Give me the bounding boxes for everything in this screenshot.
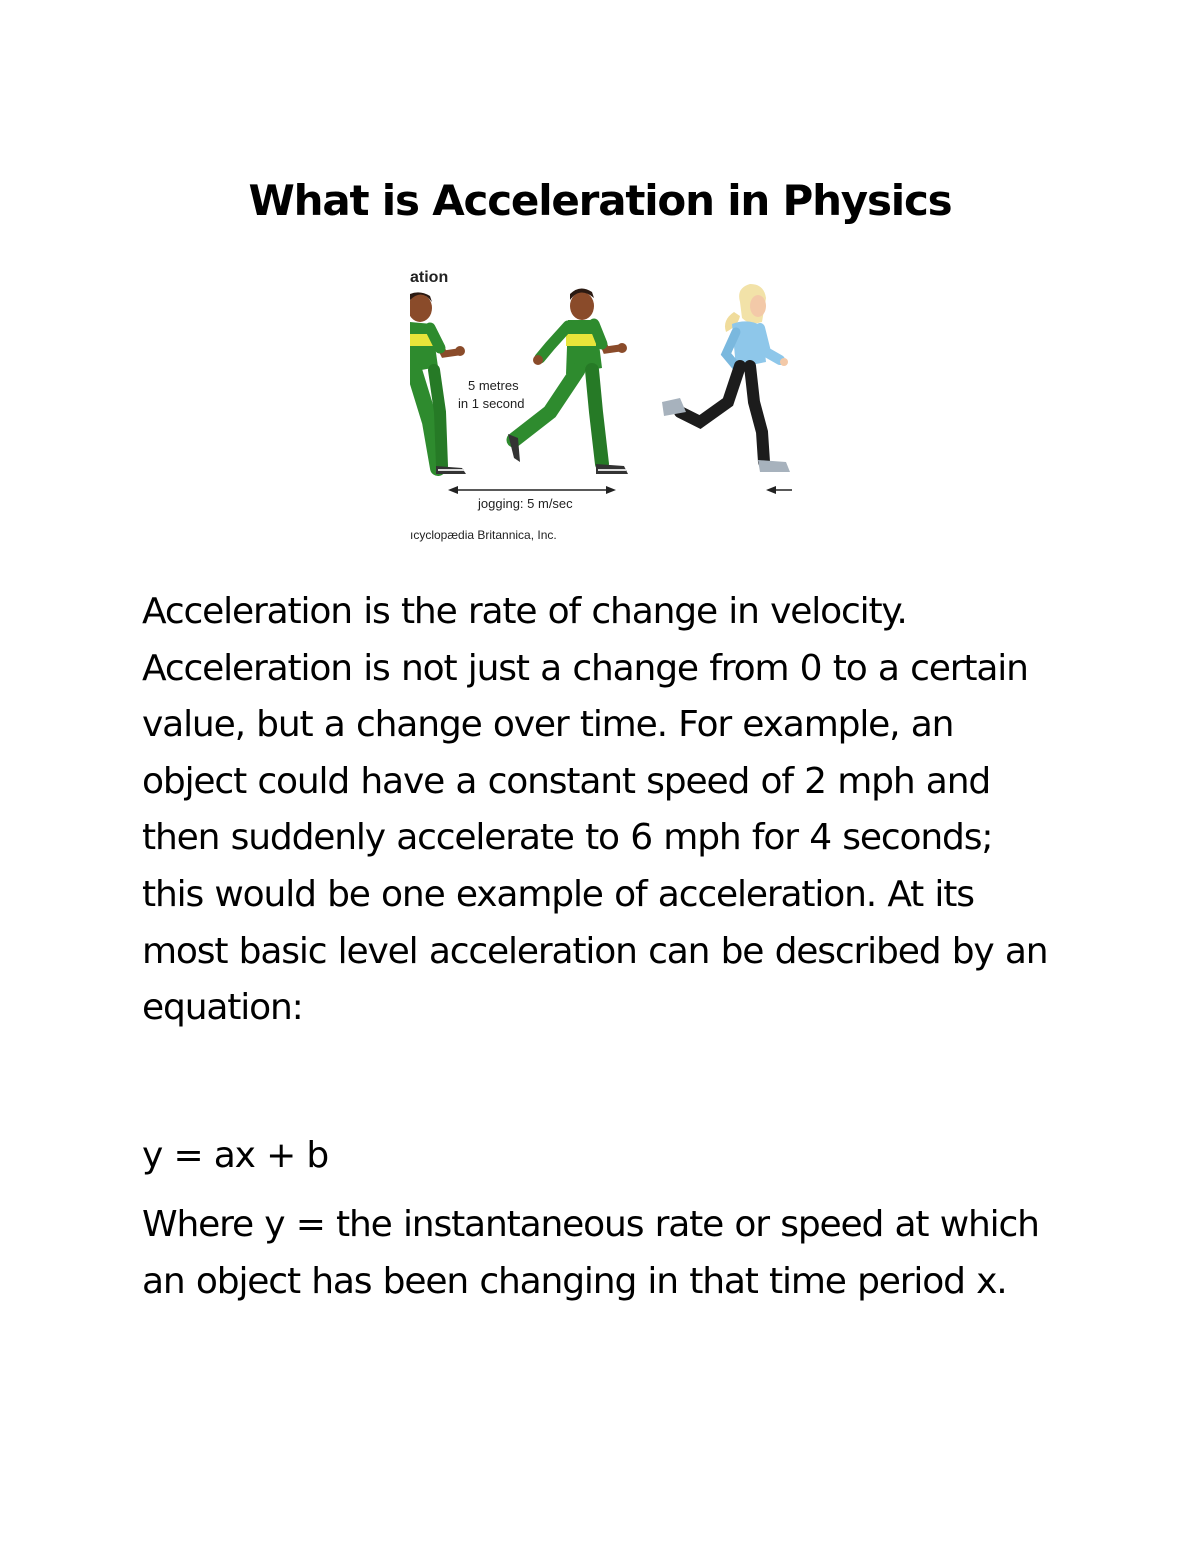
paragraph-line: object could have a constant speed of 2 mph and (142, 760, 991, 802)
speed-label: jogging: 5 m/sec (478, 496, 573, 511)
runner-1-figure (410, 292, 466, 474)
figure-credit: ıcyclopædia Britannica, Inc. (410, 528, 557, 542)
paragraph-line: an object has been changing in that time period x. (142, 1260, 1007, 1302)
paragraph-line: Where y = the instantaneous rate or speed at which (142, 1204, 1039, 1245)
paragraph-line: this would be one example of acceleration. At its (142, 873, 974, 915)
equation-text: y = ax + b (142, 1135, 329, 1176)
equation (142, 1128, 1072, 1185)
body-paragraph-1 (142, 584, 1072, 1037)
paragraph-line: then suddenly accelerate to 6 mph for 4 seconds; (142, 817, 993, 859)
paragraph-line: most basic level acceleration can be described by an (142, 930, 1048, 972)
distance-label-line2: in 1 second (458, 396, 525, 411)
figure-heading-fragment: ation (410, 269, 449, 286)
paragraph-line: Acceleration is not just a change from 0 to a certain (142, 647, 1028, 689)
acceleration-illustration (410, 262, 792, 552)
runner-2-figure (508, 288, 628, 474)
distance-label-line1: 5 metres (468, 378, 519, 393)
paragraph-line: Acceleration is the rate of change in velocity. (142, 591, 907, 632)
paragraph-line: equation: (142, 987, 303, 1029)
runner-3-figure (662, 284, 790, 472)
distance-arrow (448, 486, 792, 494)
body-paragraph-2 (142, 1197, 1072, 1310)
paragraph-line: value, but a change over time. For example, an (142, 704, 954, 746)
page-title: What is Acceleration in Physics (248, 176, 952, 226)
